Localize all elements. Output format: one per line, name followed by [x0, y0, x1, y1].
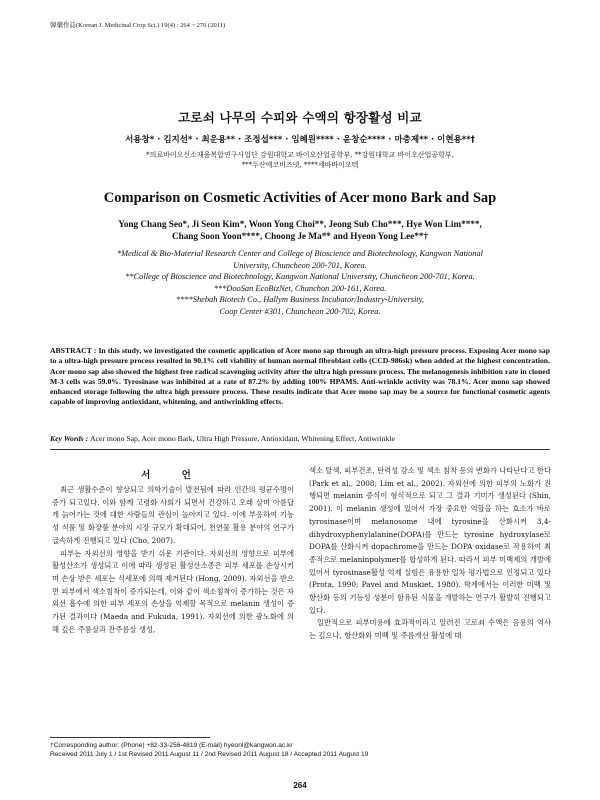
english-authors-line: Chang Soon Yoon****, Choong Je Ma** and Hyeon Yong Lee**† [171, 231, 429, 241]
korean-affiliations [0, 150, 600, 170]
english-affiliation-line: *Medical & Bio-Material Research Center and College of Bioscience and Biotechnology, Kangwon National [116, 249, 484, 258]
body-paragraph: 일반적으로 피부미용에 효과적이라고 알려진 고로쇠 수액은 음용의 역사는 깊으나, 항산화와 미백 및 주름개선 활성에 대 [309, 618, 551, 641]
footnote-divider [50, 737, 210, 738]
english-authors [0, 218, 600, 242]
english-affiliation-line: Coop Center #301, Chuncheon 200-702, Korea. [219, 306, 381, 316]
abstract-label: ABSTRACT : [50, 346, 99, 355]
english-affiliation-line: University, Chuncheon 200-701, Korea. [233, 260, 367, 270]
korean-authors: 서용창* · 김지선* · 최운용** · 조정섭*** · 임혜원**** · 윤창순**** · 마충제** · 이현용**† [125, 135, 475, 145]
english-affiliation-line: ***DooSan EcoBizNet, Chunchon 200-161, Korea. [213, 283, 387, 293]
korean-title: 고로쇠 나무의 수피와 수액의 항장활성 비교 [178, 110, 422, 125]
keywords-label: Key Words : [50, 434, 91, 443]
journal-citation: 韓藥作誌(Korean J. Medicinal Crop Sci.) 19(4) : 264 ~ 270 (2011) [50, 22, 226, 29]
divider [50, 449, 550, 450]
keywords [50, 434, 550, 443]
english-affiliation-line: **College of Bioscience and Biotechnology, Kangwon National University, Chuncheon 200-701, Korea. [125, 272, 475, 282]
abstract-text: In this study, we investigated the cosmetic application of Acer mono sap through an ultra-high pressure process. Exposing Acer mono sap to a ultra-high pressure process resulted in 90.1% cell viability of human normal fibroblast cells (CCD-986sk) when added at the highest concentration. Acer mono sap also showed the highest free radical scavenging activity after the ultra high pressure process. The melanogenesis inhibition rate in cloned M-3 cells was 59.0%. Tyrosinase was inhibited at a rate of 87.2% by adding 100% HPAMS. Anti-wrinkle activity was 78.1%. Acer mono sap showed enhanced storage following the ultra high pressure process. These results indicate that Acer mono sap may be a source for functional cosmetic agents capable of improving antioxidant, whitening, and antiwrinkling effects. [50, 346, 550, 407]
corresponding-author: †Corresponding author: (Phone) +82-33-256-4819 (E-mail) hyeonl@kangwon.ac.kr [50, 742, 293, 749]
section-heading: 서 언 [141, 470, 205, 481]
received-dates: Received 2011 July 1 / 1st Revised 2011 August 11 / 2nd Revised 2011 August 18 / Accepted 2011 August 19 [50, 751, 369, 758]
english-affiliations [0, 248, 600, 318]
english-authors-line: Yong Chang Seo*, Ji Seon Kim*, Woon Yong Choi**, Jeong Sub Cho***, Hye Won Lim****, [118, 219, 482, 229]
body-paragraph: 색소 탈색, 피부건조, 탄력성 감소 및 색소 침착 등의 변화가 나타난다고 한다 (Park et al., 2008; Lim et al., 2002). 자외선에 의한 피부의 노화가 진행되면 melanin 증식이 형식적으로 되고 그 결과 기미가 생성된다 (Shin, 2001). 이 melanin 생성에 있어서 가장 중요한 역할을 하는 효소가 바로 tyrosinase이며 melanosome 내에 tyrosine을 산화시켜 3,4-dihydroxyphenylalanine(DOPA)를 만드는 tyrosine hydroxylase로 DOPA를 산화시켜 dopachrome을 만드는 DOPA oxidase로 작용하여 최종적으로 melaninpolymer를 합성하게 된다. 따라서 피부 미백제의 개발에 있어서 tyrosinase활성 억제 실험은 유용한 일차 평가법으로 인정되고 있다 (Prota, 1990; Pavel and Muskiet, 1980). 학계에서는 이러한 미백 및 항산화 등의 기능성 성분이 함유된 식물을 개발하는 연구가 활발히 진행되고 있다. [309, 466, 551, 615]
body-column-left [52, 484, 294, 636]
keywords-text: Acer mono Sap, Acer mono Bark, Ultra High Pressure, Antioxidant, Whitening Effect, Antiwrinkle [90, 434, 395, 443]
abstract [50, 346, 550, 408]
footnote [50, 741, 550, 759]
body-paragraph: 최근 생활수준이 향상되고 의학기술이 발전됨에 따라 인간의 평균수명이 증가 되고있다. 이와 함께 고령화 사회가 되면서 건강하고 오래 살며 아름답게 늙어가는 것에 대한 사람들의 관심이 높아지고 있다. 이에 부응하여 기능성 식품 및 화장품 분야의 시장 규모가 확대되어, 천연물 활용 분야의 연구가 급속하게 진행되고 있다 (Cho, 2007). [52, 485, 294, 545]
korean-affiliation-line: ***두산에코비즈넷, ****세바바이오텍 [241, 161, 359, 169]
page-number: 264 [293, 781, 307, 790]
body-column-right [309, 465, 551, 643]
english-affiliation-line: ****Shebah Biotech Co., Hallym Business Incubator/Industry-University, [176, 295, 424, 305]
body-paragraph: 피부는 자외선의 영향을 받기 쉬운 기관이다. 자외선의 영향으로 피부에 활성산소가 생성되고 이에 따라 생성된 활성산소종은 피부 세포를 손상시키며 손상 받은 세포는 식세포에 의해 제거된다 (Hong, 2009). 자외선을 받으면 피부에서 색소침착이 증가되는데, 이와 같이 색소침착이 증가하는 것은 자외선 흡수에 의한 피부 세포의 손상을 억제할 목적으로 melanin 생성이 증가된 결과이다 (Maeda and Fukuda, 1991). 자외선에 의한 광노화에 의해 깊은 주름살과 잔주름살 생성, [52, 548, 294, 634]
korean-affiliation-line: *의료바이오신소재융복합연구사업단 강원대학교 바이오산업공학부, **강원대학교 바이오산업공학부, [146, 151, 454, 159]
english-title: Comparison on Cosmetic Activities of Acer mono Bark and Sap [103, 190, 497, 206]
